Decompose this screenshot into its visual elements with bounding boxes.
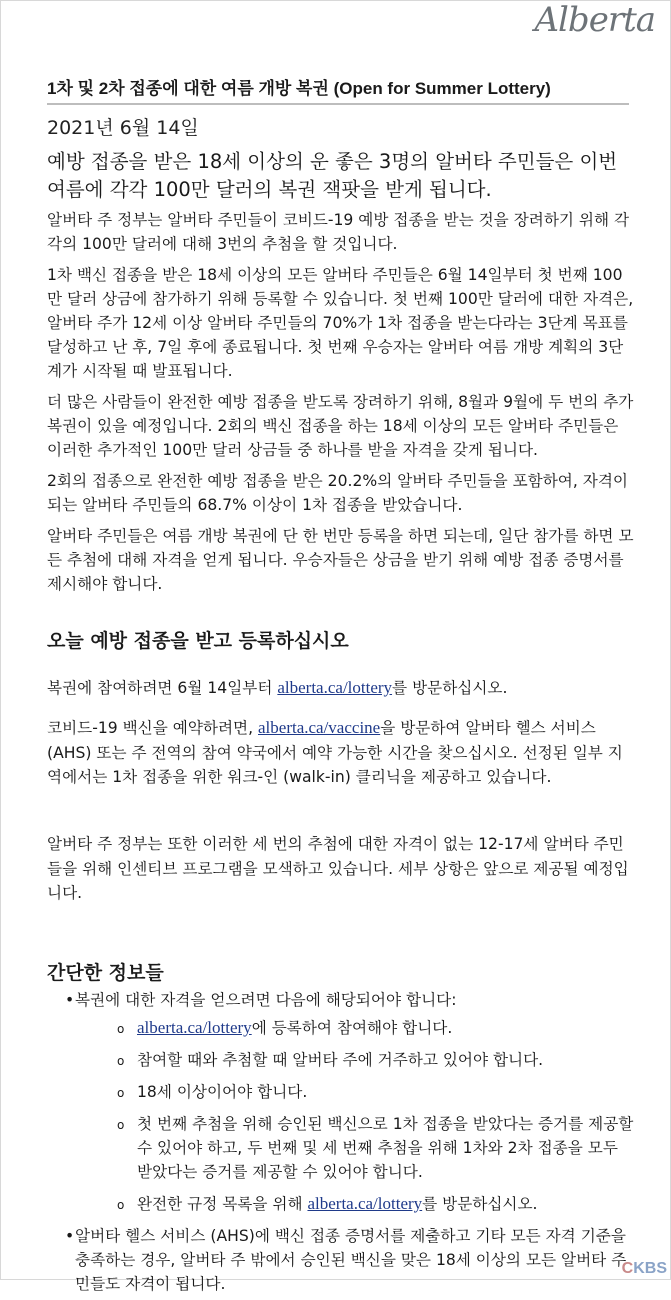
list-item: • 알버타 헬스 서비스 (AHS)에 백신 접종 증명서를 제출하고 기타 모든 자격 기준을 충족하는 경우, 알버타 주 밖에서 승인된 백신을 맞은 18세 이상의 모든 알버타 주민들도 자격이 됩니다. (47, 1224, 637, 1296)
body-paragraphs (47, 208, 637, 603)
youth-paragraph: 알버타 주 정부는 또한 이러한 세 번의 추첨에 대한 자격이 없는 12-17세 알버타 주민들을 위해 인센티브 프로그램을 모색하고 있습니다. 세부 상항은 앞으로 제공될 예정입니다. (47, 835, 629, 902)
lottery-paragraph (47, 676, 637, 701)
paragraph: 알버타 주민들은 여름 개방 복권에 단 한 번만 등록을 하면 되는데, 일단 참가를 하면 모든 추첨에 대해 자격을 얻게 됩니다. 우승자들은 상금을 받기 위해 예방 접종 증명서를 제시해야 합니다. (47, 527, 634, 593)
sub-list-item: o 참여할 때와 추첨할 때 알버타 주에 거주하고 있어야 합니다. (47, 1048, 637, 1072)
text: 복권에 참여하려면 6월 14일부터 (47, 679, 278, 697)
sub-list-item: o alberta.ca/lottery에 등록하여 참여해야 합니다. (47, 1016, 637, 1040)
circle-bullet-icon: o (117, 1022, 125, 1036)
list-item: • 복권에 대한 자격을 얻으려면 다음에 해당되어야 합니다: (47, 988, 637, 1012)
paragraph: 1차 백신 접종을 받은 18세 이상의 모든 알버타 주민들은 6월 14일부터 첫 번째 100만 달러 상금에 참가하기 위해 등록할 수 있습니다. 첫 번째 100만 달러에 대한 자격은, 알버타 주가 12세 이상 알버타 주민들의 70%가 1차 접종을 받는다라는 3단계 목표를 달성하고 난 후, 7일 후에 종료됩니다. 첫 번째 우승자는 알버타 여름 개방 계획의 3단계가 시작될 때 발표됩니다. (47, 266, 634, 380)
circle-bullet-icon: o (117, 1086, 125, 1100)
text: 코비드-19 백신을 예약하려면, (47, 719, 258, 737)
circle-bullet-icon: o (117, 1054, 125, 1068)
lottery-link[interactable]: alberta.ca/lottery (277, 678, 393, 697)
text: 를 방문하십시오. (392, 679, 508, 697)
lottery-link[interactable]: alberta.ca/lottery (137, 1018, 252, 1037)
vaccine-link[interactable]: alberta.ca/vaccine (258, 718, 381, 737)
vaccine-paragraph (47, 716, 637, 790)
lead-paragraph: 예방 접종을 받은 18세 이상의 운 좋은 3명의 알버타 주민들은 이번 여름에 각각 100만 달러의 복권 잭팟을 받게 됩니다. (47, 150, 618, 201)
lottery-link[interactable]: alberta.ca/lottery (307, 1194, 423, 1213)
sub-list-item: o 완전한 규정 목록을 위해 alberta.ca/lottery를 방문하십시오. (47, 1192, 637, 1216)
page-title: 1차 및 2차 접종에 대한 여름 개방 복권 (Open for Summer Lottery) (47, 74, 629, 105)
section-heading-info: 간단한 정보들 (47, 962, 164, 984)
paragraph: 더 많은 사람들이 완전한 예방 접종을 받도록 장려하기 위해, 8월과 9월에 두 번의 추가 복권이 있을 예정입니다. 2회의 백신 접종을 하는 18세 이상의 모든 알버타 주민들은 이러한 추가적인 100만 달러 상금들 중 하나를 받을 자격을 갖게 됩니다. (47, 393, 634, 459)
paragraph: 2회의 접종으로 완전한 예방 접종을 받은 20.2%의 알버타 주민들을 포함하여, 자격이 되는 알버타 주민들의 68.7% 이상이 1차 접종을 받았습니다. (47, 472, 628, 514)
date: 2021년 6월 14일 (47, 117, 199, 139)
section-heading-today: 오늘 예방 접종을 받고 등록하십시오 (47, 630, 349, 652)
bullet-icon: • (65, 1227, 75, 1245)
circle-bullet-icon: o (117, 1198, 125, 1212)
info-list (47, 988, 637, 1300)
sub-list-item: o 18세 이상이어야 합니다. (47, 1080, 637, 1104)
kbs-watermark: CKBS (621, 1260, 667, 1277)
paragraph: 알버타 주 정부는 알버타 주민들이 코비드-19 예방 접종을 받는 것을 장려하기 위해 각각의 100만 달러에 대해 3번의 추첨을 할 것입니다. (47, 211, 630, 253)
text: 을 방문하여 알버타 헬스 서비스 (AHS) 또는 주 전역의 참여 약국에서 예약 가능한 시간을 찾으십시오. 선정된 일부 지역에서는 1차 접종을 위한 워크-인 (walk-in) 클리닉을 제공하고 있습니다. (47, 719, 623, 786)
sub-list-item: o 첫 번째 추첨을 위해 승인된 백신으로 1차 접종을 받았다는 증거를 제공할 수 있어야 하고, 두 번째 및 세 번째 추첨을 위해 1차와 2차 접종을 모두 받았다는 증거를 제공할 수 있어야 합니다. (117, 1115, 634, 1181)
bullet-icon: • (65, 991, 75, 1009)
circle-bullet-icon: o (117, 1118, 125, 1132)
alberta-logo: Alberta (534, 0, 655, 40)
